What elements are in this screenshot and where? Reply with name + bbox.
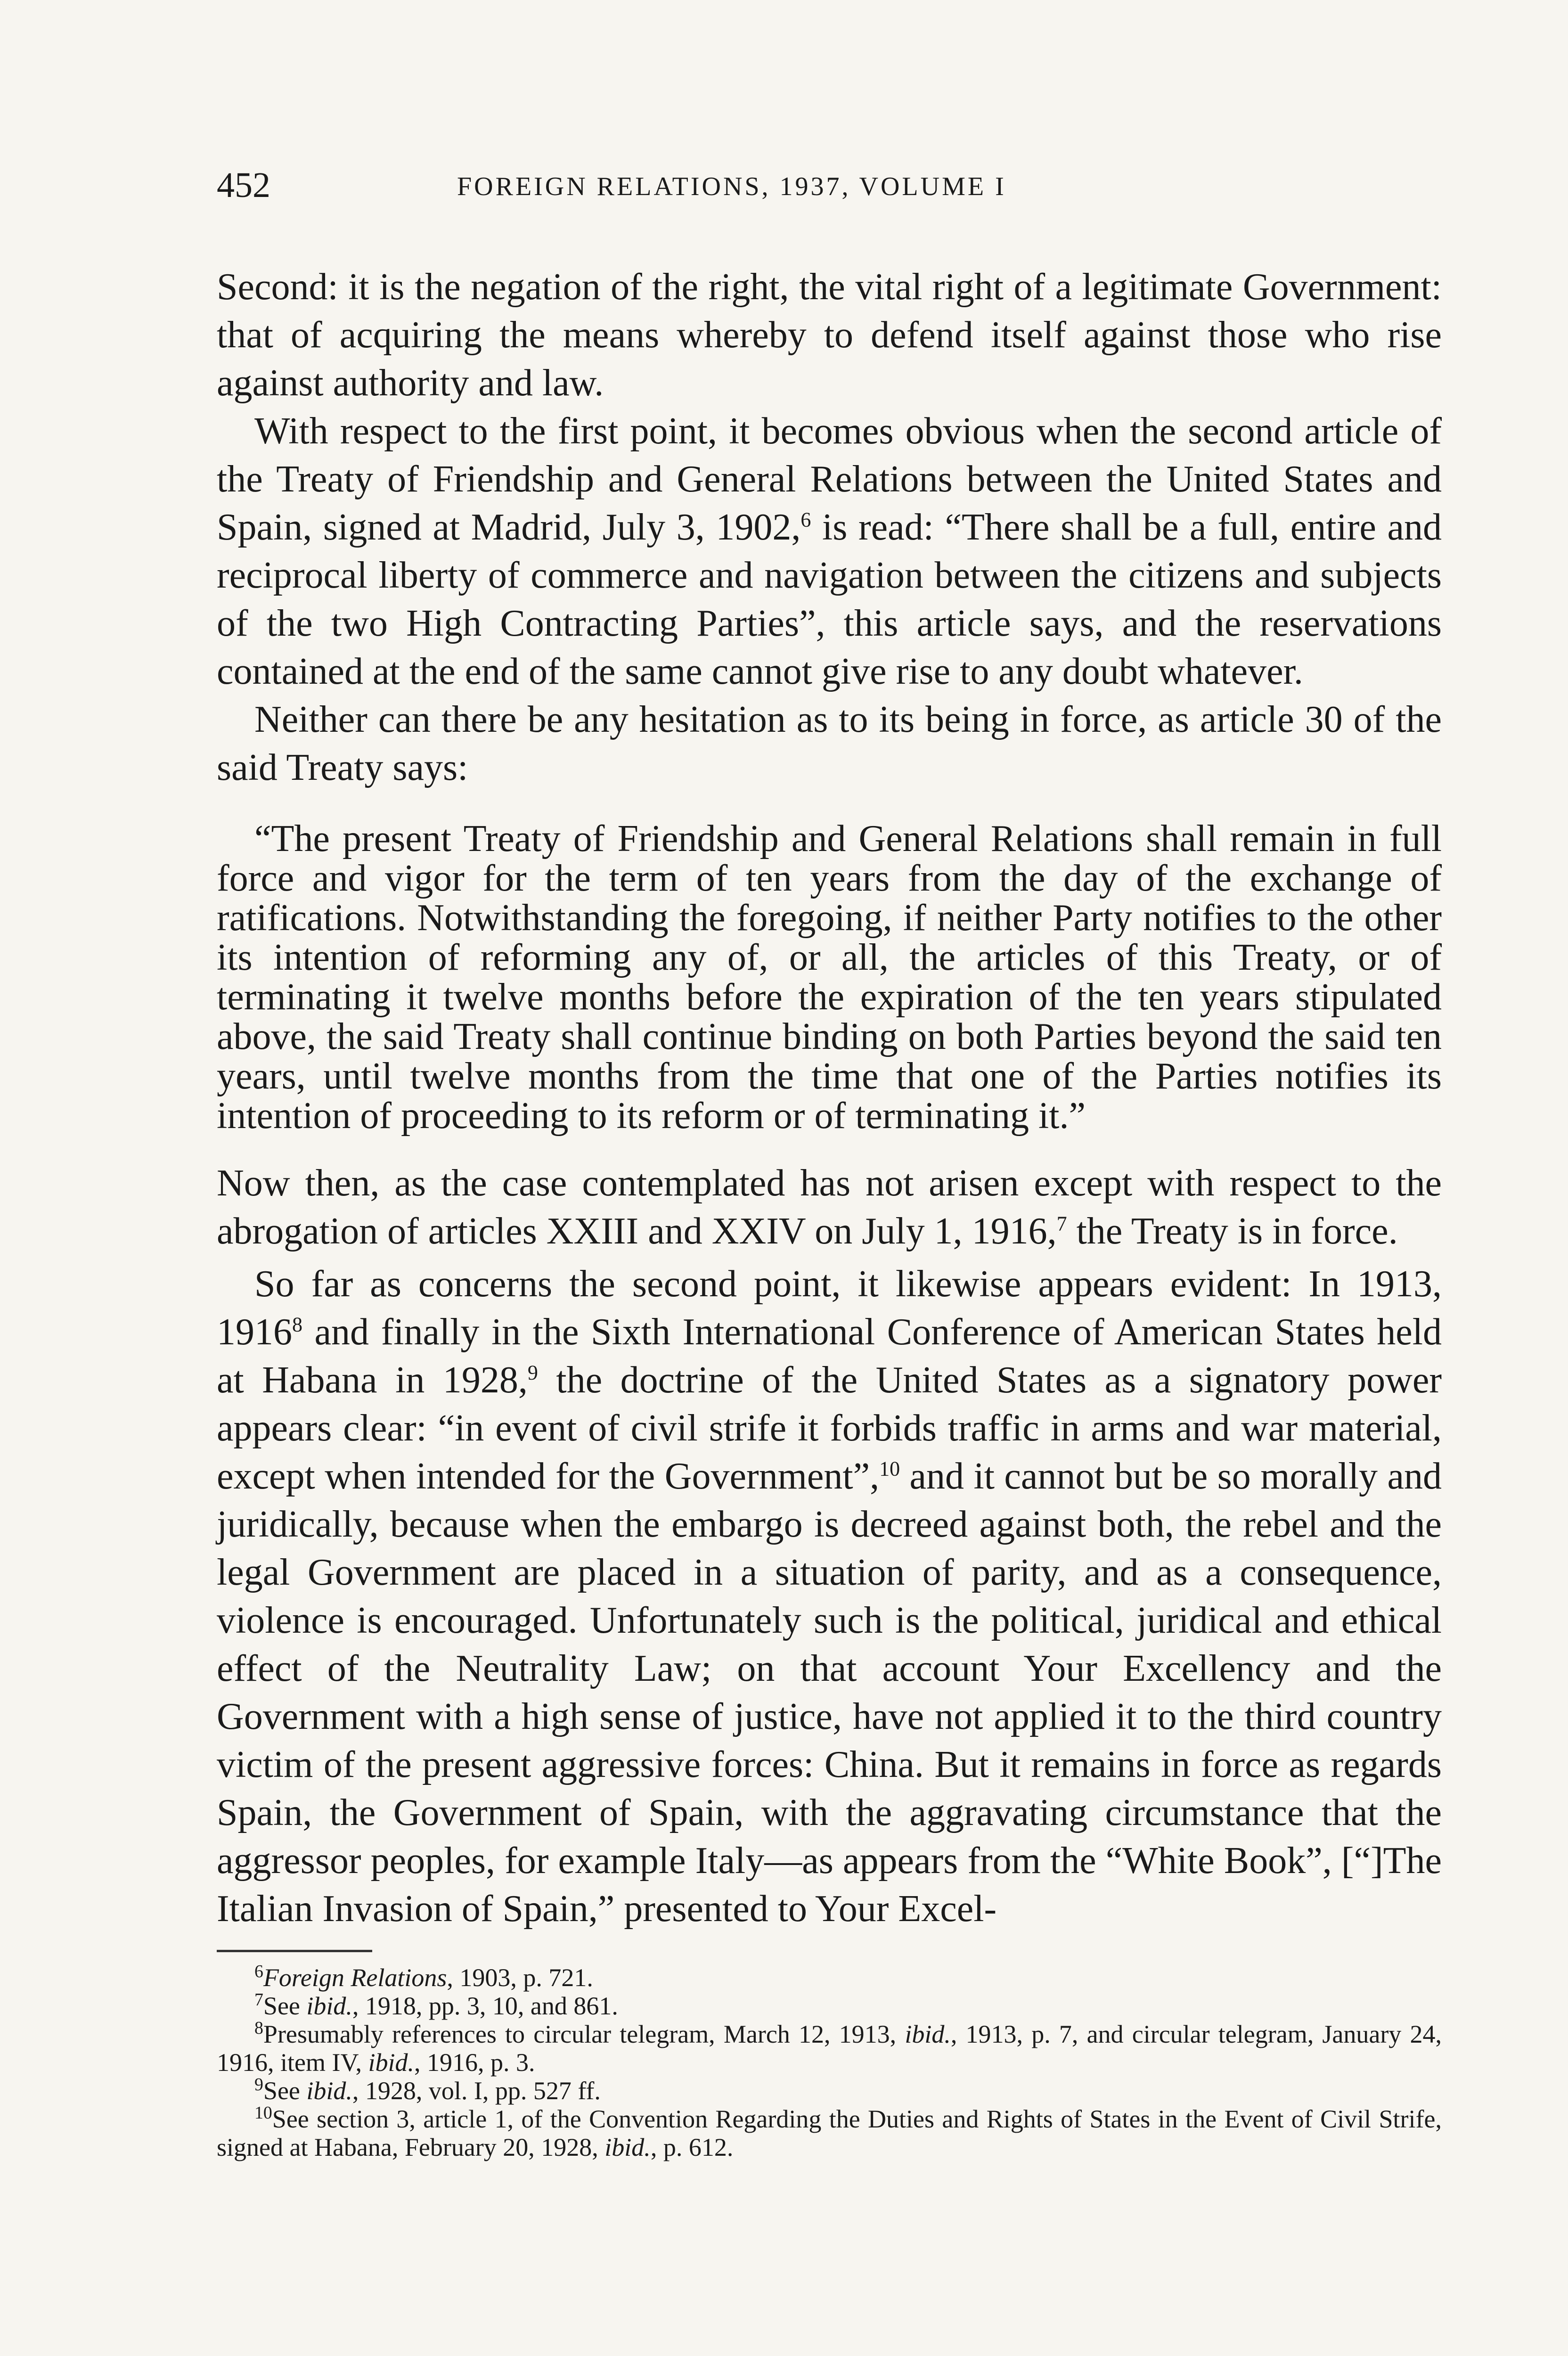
body-text [217, 263, 1442, 1933]
footnote-ref-7: 7 [1056, 1212, 1067, 1235]
footnote-title: Foreign Relations [263, 1963, 447, 1992]
text-span: and finally in the Sixth International Conference of American States held at Habana in 1928, [217, 1311, 1442, 1401]
footnote-ref-6: 6 [800, 508, 811, 532]
text-span: , 1928, vol. I, pp. 527 ff. [352, 2077, 601, 2105]
text-span: See [263, 2077, 307, 2105]
text-span: is read: “There shall be a full, entire and reciprocal liberty of commerce and navigation between the citizens and subjects of the two High Contracting Parties”, this article says, and the reservations contained at the end of the same cannot give rise to any doubt whatever. [217, 507, 1442, 692]
page-number: 452 [217, 165, 270, 205]
text-span: See section 3, article 1, of the Convention Regarding the Duties and Rights of States in the Event of Civil Strife, signed at Habana, February 20, 1928, [217, 2105, 1442, 2161]
footnote-ref-8: 8 [292, 1313, 302, 1336]
footnote-ibid: ibid. [368, 2048, 415, 2077]
text-span: Presumably references to circular telegram, March 12, 1913, [263, 2020, 905, 2048]
paragraph-first-point [217, 407, 1442, 695]
footnote-ibid: ibid. [306, 1992, 352, 2020]
footnote-number: 8 [254, 2018, 263, 2038]
footnote-9 [217, 2077, 1442, 2105]
running-title: FOREIGN RELATIONS, 1937, VOLUME I [457, 172, 1006, 201]
paragraph-now-then [217, 1159, 1442, 1255]
paragraph-second-point: Second: it is the negation of the right, the vital right of a legitimate Government: that of acquiring the means whereby to defend itself against those who rise against authority and law. [217, 266, 1442, 404]
footnote-ibid: ibid. [306, 2077, 352, 2105]
footnote-number: 6 [254, 1962, 263, 1981]
footnote-number: 7 [254, 1990, 263, 2010]
text-span: the Treaty is in force. [1067, 1211, 1398, 1252]
text-span: , p. 612. [650, 2133, 734, 2161]
treaty-quotation: “The present Treaty of Friendship and General Relations shall remain in full force and vigor for the term of ten years from the day of the exchange of ratifications. Notwithstanding the foregoing, if neither Party notifies to the other its intention of reforming any of, or all, the articles of this Treaty, or of terminating it twelve months before the expiration of the ten years stipulated above, the said Treaty shall continue binding on both Parties beyond the said ten years, until twelve months from the time that one of the Parties notifies its intention of proceeding to its reform or of terminating it.” [217, 818, 1442, 1137]
text-span: , 1903, p. 721. [447, 1963, 593, 1992]
text-span: , 1913, p. 7, and circular telegram, January 24, 1916, item IV, [217, 2020, 1442, 2077]
footnote-8 [217, 2020, 1442, 2077]
footnote-divider [217, 1950, 372, 1952]
footnote-number: 9 [254, 2075, 263, 2094]
footnote-ref-10: 10 [879, 1457, 900, 1481]
footnote-6 [217, 1963, 1442, 1992]
text-span: , 1918, pp. 3, 10, and 861. [352, 1992, 618, 2020]
paragraph-in-force: Neither can there be any hesitation as to its being in force, as article 30 of the said Treaty says: [217, 699, 1442, 788]
document-page [217, 165, 1442, 2161]
text-span: With respect to the first point, it becomes obvious when the second article of the Treaty of Friendship and General Relations between the United States and Spain, signed at Madrid, July 3, 1902, [217, 410, 1442, 548]
footnote-ibid: ibid. [905, 2020, 951, 2048]
text-span: , 1916, p. 3. [414, 2048, 535, 2077]
running-header [217, 165, 1442, 226]
text-span: and it cannot but be so morally and juridically, because when the embargo is decreed against both, the rebel and the legal Government are placed in a situation of parity, and as a consequence, violence is encouraged. Unfortunately such is the political, juridical and ethical effect of the Neutrality Law; on that account Your Excellency and the Government with a high sense of justice, have not applied it to the third country victim of the present aggressive forces: China. But it remains in force as regards Spain, the Government of Spain, with the aggravating circumstance that the aggressor peoples, for example Italy—as appears from the “White Book”, [“]The Italian Invasion of Spain,” presented to Your Excel- [217, 1456, 1442, 1930]
footnotes [217, 1963, 1442, 2161]
footnote-10 [217, 2105, 1442, 2161]
footnote-number: 10 [254, 2103, 272, 2123]
text-span: See [263, 1992, 307, 2020]
footnote-ibid: ibid. [604, 2133, 651, 2161]
text-span: Now then, as the case contemplated has not arisen except with respect to the abrogation of articles XXIII and XXIV on July 1, 1916, [217, 1162, 1442, 1252]
text-span: the doctrine of the United States as a signatory power appears clear: “in event of civil strife it forbids traffic in arms and war material, except when intended for the Government”, [217, 1359, 1442, 1497]
footnote-ref-9: 9 [527, 1361, 538, 1384]
text-span: So far as concerns the second point, it likewise appears evident: In 1913, 1916 [217, 1263, 1442, 1353]
paragraph-second-point-evident [217, 1260, 1442, 1933]
footnote-7 [217, 1992, 1442, 2020]
